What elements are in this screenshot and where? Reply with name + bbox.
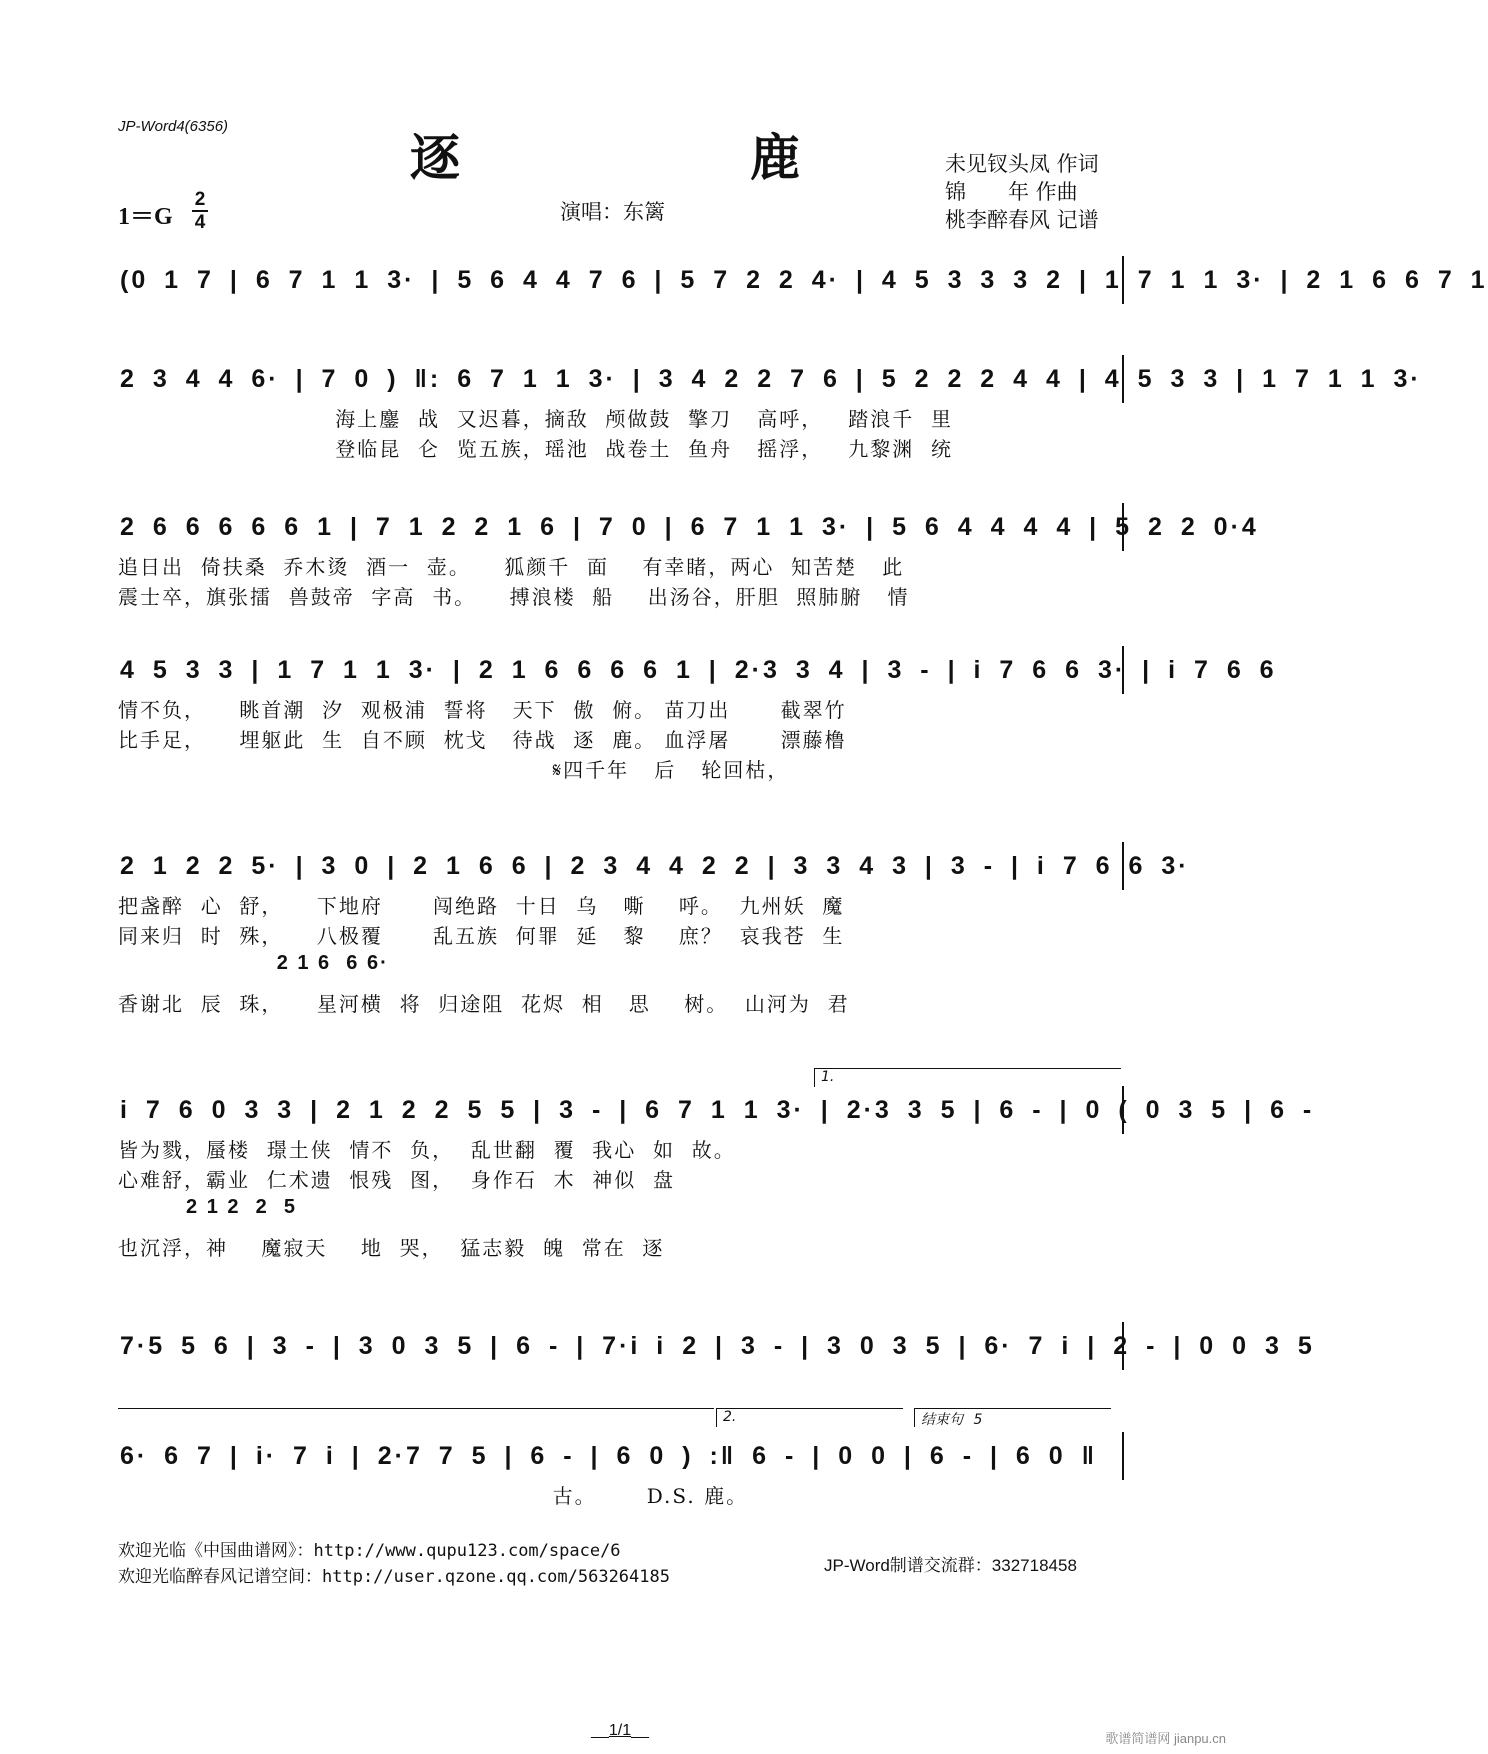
key-signature: 1＝G <box>118 204 173 230</box>
watermark: 歌谱简谱网 jianpu.cn <box>1105 1731 1226 1746</box>
lyricist-credit: 未见钗头凤 作词 <box>945 152 1099 176</box>
notation-text: 7·5 5 6 | 3 - | 3 0 3 5 | 6 - | 7·i i 2 | 3 - | 3 0 3 5 | 6· 7 i | 2 - | 0 0 3 5 <box>120 1332 1315 1360</box>
notation-text: i 7 6 0 3 3 | 2 1 2 2 5 5 | 3 - | 6 7 1 1 3· | 2·3 3 5 | 6 - | 0 ( 0 3 5 | 6 - <box>120 1096 1315 1124</box>
lyric-verse-2: 比手足， 埋躯此 生 自不顾 枕戈 待战 逐 鹿。 血浮屠 漂藤橹 <box>118 728 847 752</box>
lyric-verse-1: 情不负， 眺首潮 汐 观极浦 誓将 天下 傲 俯。 苗刀出 截翠竹 <box>118 698 847 722</box>
lyric-verse-1: 把盏醉 心 舒， 下地府 闯绝路 十日 乌 嘶 呼。 九州妖 魔 <box>118 894 845 918</box>
lyric-verse-1: 古。 D.S. 鹿。 <box>118 1484 749 1508</box>
transcriber-credit: 桃李醉春风 记谱 <box>945 208 1099 232</box>
first-ending-bracket <box>814 1068 1121 1087</box>
lyric-verse-3: 香谢北 辰 珠， 星河横 将 归途阻 花烬 相 思 树。 山河为 君 <box>118 992 850 1016</box>
second-ending-bracket <box>716 1408 903 1427</box>
lyric-verse-1: 海上鏖 战 又迟暮，摘敌 颅做鼓 擎刀 高呼， 踏浪千 里 <box>118 407 954 431</box>
composer-credit: 锦 年 作曲 <box>945 180 1078 204</box>
second-ending-label: 2. <box>723 1409 737 1425</box>
lyric-verse-2: 登临昆 仑 览五族，瑶池 战卷土 鱼舟 摇浮， 九黎渊 统 <box>118 437 954 461</box>
lyric-verse-2: 同来归 时 殊， 八极覆 乱五族 何罪 延 黎 庶？ 哀我苍 生 <box>118 924 845 948</box>
repeat-bracket-line <box>118 1408 714 1427</box>
alt-notation: 2 1 6 6 6· <box>118 952 389 974</box>
notation-line <box>118 256 1488 304</box>
lyric-verse-1: 皆为戮，蜃楼 璟土侠 情不 负， 乱世翻 覆 我心 如 故。 <box>118 1138 736 1162</box>
notation-text: (0 1 7 | 6 7 1 1 3· | 5 6 4 4 7 6 | 5 7 2 2 4· | 4 5 3 3 3 2 | 1 7 1 1 3· | 2 1 6 6 7 1 <box>120 266 1488 294</box>
notation-line <box>118 646 1277 694</box>
notation-line <box>118 842 1190 890</box>
notation-text: 2 3 4 4 6· | 7 0 ) ‖: 6 7 1 1 3· | 3 4 2 2 7 6 | 5 2 2 2 4 4 | 4 5 3 3 | 1 7 1 1 3· <box>120 365 1422 393</box>
notation-line <box>118 1432 1124 1480</box>
time-signature <box>192 190 208 232</box>
lyric-verse-2: 心难舒，霸业 仁术遗 恨残 图， 身作石 木 神似 盘 <box>118 1168 676 1192</box>
notation-line <box>118 1086 1315 1134</box>
notation-text: 4 5 3 3 | 1 7 1 1 3· | 2 1 6 6 6 6 1 | 2·3 3 4 | 3 - | i 7 6 6 3· | i 7 6 6 <box>120 656 1277 684</box>
lyric-verse-1: 追日出 倚扶桑 乔木烫 酒一 壶。 狐颜千 面 有幸睹，两心 知苦楚 此 <box>118 555 905 579</box>
notation-text: 6· 6 7 | i· 7 i | 2·7 7 5 | 6 - | 6 0 ) :‖ 6 - | 0 0 | 6 - | 6 0 ‖ <box>120 1442 1098 1470</box>
ending-phrase-label: 结束句 <box>921 1412 963 1428</box>
alt-notation: 2 1 2 2 5 <box>118 1196 297 1218</box>
notation-text: 2 6 6 6 6 6 1 | 7 1 2 2 1 6 | 7 0 | 6 7 1 1 3· | 5 6 4 4 4 4 | 5 2 2 0·4 <box>120 513 1259 541</box>
page-number: __1/1__ <box>591 1722 649 1739</box>
footer-line-1: 欢迎光临《中国曲谱网》：http://www.qupu123.com/space/6 <box>118 1541 621 1561</box>
notation-line <box>118 1322 1315 1370</box>
lyric-verse-2: 震士卒，旗张擂 兽鼓帝 字高 书。 搏浪楼 船 出汤谷，肝胆 照肺腑 情 <box>118 585 910 609</box>
footer-links <box>118 1538 670 1590</box>
ending-phrase-bracket <box>914 1408 1111 1427</box>
ending-phrase-sub: 5 <box>973 1412 983 1428</box>
group-info: JP-Word制谱交流群：332718458 <box>824 1556 1077 1575</box>
footer-line-2: 欢迎光临醉春风记谱空间：http://user.qzone.qq.com/563264185 <box>118 1567 670 1587</box>
song-title: 逐 鹿 <box>410 128 920 187</box>
singer-label: 演唱：东篱 <box>560 200 665 224</box>
notation-text: 2 1 2 2 5· | 3 0 | 2 1 6 6 | 2 3 4 4 2 2 | 3 3 4 3 | 3 - | i 7 6 6 3· <box>120 852 1190 880</box>
time-signature-bottom: 4 <box>194 212 206 233</box>
lyric-verse-3: 也沉浮，神 魔寂天 地 哭， 猛志毅 魄 常在 逐 <box>118 1236 665 1260</box>
first-ending-label: 1. <box>821 1069 835 1085</box>
software-label: JP-Word4(6356) <box>118 118 229 135</box>
notation-line <box>118 355 1422 403</box>
time-signature-top: 2 <box>194 189 206 210</box>
notation-line <box>118 503 1259 551</box>
lyric-verse-3: 𝄋四千年 后 轮回枯， <box>118 758 790 782</box>
credits <box>945 150 1099 234</box>
page-number-text: 1/1 <box>608 1722 632 1739</box>
